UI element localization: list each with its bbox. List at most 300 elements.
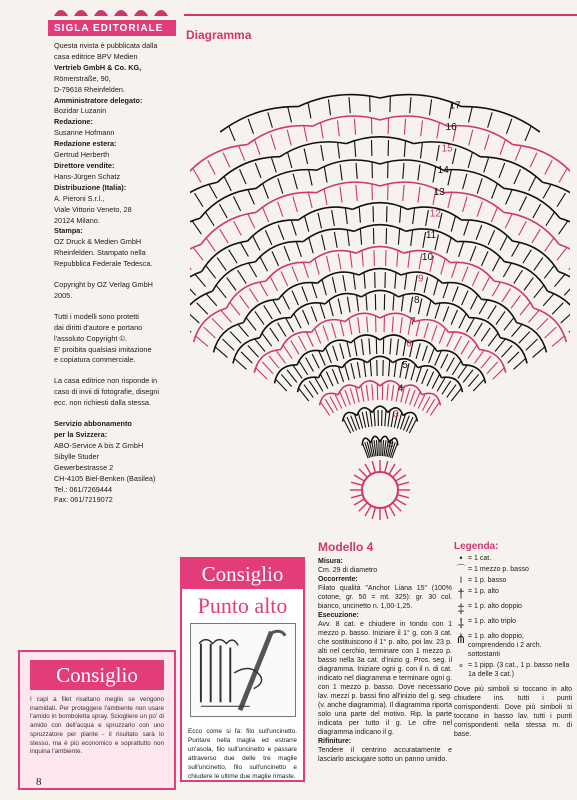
tip-subtitle: Punto alto [197, 593, 288, 618]
imprint-line: Hans-Jürgen Schatz [54, 171, 121, 181]
stitch-mark [293, 174, 297, 189]
imprint-line: Römerstraße, 90, [54, 73, 111, 83]
stitch-mark [235, 359, 247, 370]
stitch-arc [517, 323, 547, 353]
stitch-mark [385, 461, 388, 473]
stitch-mark [488, 306, 497, 320]
legend [454, 542, 572, 739]
imprint-line: Redazione estera: [54, 139, 117, 149]
stitch-mark [306, 357, 314, 371]
imprint-line: Susanne Hofmann [54, 128, 115, 138]
stitch-mark [345, 208, 347, 224]
stitch-mark [421, 120, 423, 136]
stitch-mark [308, 192, 312, 208]
stitch-mark [248, 214, 255, 228]
stitch-mark [420, 143, 422, 159]
stitch-mark [501, 345, 512, 357]
stitch-mark [240, 295, 249, 308]
stitch-mark [496, 311, 505, 324]
stitch-mark [481, 328, 490, 341]
stitch-mark [393, 503, 401, 511]
stitch-mark [197, 303, 208, 314]
stitch-mark [278, 225, 284, 240]
stitch-mark [366, 385, 368, 401]
stitch-mark [389, 506, 395, 516]
stitch-arc [359, 269, 401, 276]
stitch-mark [356, 387, 360, 403]
stitch-mark [326, 372, 333, 387]
stitch-mark [477, 202, 482, 217]
stitch-mark [393, 295, 394, 311]
stitch-mark [557, 248, 567, 261]
stitch-mark [224, 177, 231, 191]
stitch-mark [409, 419, 416, 433]
stitch-arc [380, 116, 447, 126]
stitch-mark [278, 178, 283, 193]
stitch-illustration [190, 623, 296, 717]
stitch-arc [443, 192, 504, 212]
stitch-mark [534, 257, 543, 270]
pattern-instructions [318, 540, 452, 764]
stitch-mark [324, 167, 327, 183]
tip-box-punto-alto [180, 557, 305, 782]
stitch-mark [422, 346, 427, 361]
stitch-arc [462, 107, 540, 132]
stitch-mark [193, 168, 201, 182]
stitch-mark [195, 274, 205, 286]
stitch-arc [361, 290, 398, 296]
stitch-mark [451, 389, 461, 401]
stitch-mark [441, 354, 448, 368]
stitch-arc [260, 318, 291, 338]
stitch-mark [249, 289, 258, 302]
stitch-mark [437, 378, 445, 392]
imprint-line: Repubblica Federale Tedesca. [54, 259, 153, 269]
stitch-mark [404, 141, 405, 157]
stitch-mark [569, 258, 570, 270]
legend-symbol: ∘ [458, 660, 464, 670]
stitch-mark [397, 251, 398, 267]
stitch-arc [310, 251, 357, 263]
stitch-mark [374, 410, 375, 426]
stitch-mark [403, 185, 404, 201]
pattern-title: Modello 4 [318, 540, 374, 554]
stitch-mark [192, 221, 201, 234]
stitch-mark [241, 352, 252, 363]
stitch-mark [268, 112, 273, 127]
stitch-mark [429, 99, 431, 115]
stitch-mark [512, 243, 520, 257]
stitch-mark [286, 318, 294, 332]
stitch-mark [227, 278, 236, 291]
stitch-mark [305, 216, 309, 231]
stitch-arc [313, 116, 380, 126]
legend-row [454, 632, 572, 659]
stitch-mark [545, 160, 552, 174]
stitch-mark [392, 385, 394, 401]
stitch-mark [408, 252, 410, 268]
stitch-mark [435, 351, 441, 366]
disclaimer-line: La casa editrice non risponde in [54, 376, 158, 386]
stitch-mark [429, 348, 435, 363]
stitch-mark [561, 312, 570, 323]
service-line: ABO-Service A bis Z GmbH [54, 440, 144, 450]
stitch-mark [263, 207, 269, 222]
stitch-mark [474, 323, 482, 337]
stitch-mark [435, 303, 440, 318]
stitch-arc [479, 350, 506, 373]
stitch-arc [338, 385, 358, 395]
stitch-mark [493, 257, 500, 271]
stitch-mark [358, 317, 360, 333]
stitch-mark [281, 271, 288, 286]
stitch-arc [435, 303, 469, 318]
stitch-mark [385, 410, 386, 426]
round-label: 6 [406, 338, 412, 350]
stitch-mark [360, 229, 361, 245]
stitch-mark [354, 340, 357, 356]
legend-symbol: • [459, 553, 463, 563]
stitch-mark [212, 319, 223, 330]
stitch-mark [284, 246, 290, 261]
stitch-mark [481, 251, 488, 266]
stitch-mark [439, 329, 445, 344]
legend-label: = 1 p. alto triplo [468, 618, 517, 625]
stitch-mark [514, 270, 523, 283]
stitch-mark [357, 362, 360, 378]
stitch-mark [240, 169, 246, 184]
stitch-mark [270, 328, 279, 341]
stitch-mark [546, 212, 555, 226]
stitch-mark [372, 461, 375, 473]
legend-symbol: † [457, 586, 465, 601]
stitch-mark [255, 140, 260, 155]
stitch-mark [238, 325, 248, 337]
stitch-mark [256, 368, 267, 379]
stitch-arc [380, 335, 409, 343]
stitch-mark [206, 266, 216, 279]
stitch-mark [502, 289, 511, 302]
stitch-mark [206, 238, 215, 251]
legend-items [454, 554, 572, 679]
stitch-mark [292, 291, 298, 306]
pattern-section-text: Filato qualità "Anchor Liana 15" (100% cotone, gr. 50 = mt. 325): gr. 30 col. bianco, uncinetto n. 1,00-1,25. [318, 585, 452, 610]
stitch-mark [318, 213, 321, 229]
stitch-mark [442, 381, 451, 394]
stitch-mark [448, 192, 452, 208]
page-number: 8 [36, 776, 42, 788]
stitch-arc [317, 160, 380, 170]
stitch-mark [223, 153, 230, 168]
stitch-mark [309, 238, 313, 253]
legend-title: Legenda: [454, 541, 499, 552]
stitch-mark [217, 257, 226, 270]
stitch-mark [193, 248, 203, 261]
stitch-mark [400, 317, 402, 333]
stitch-mark [477, 178, 482, 193]
disclaimer-line: ecc. non richiesti dalla stessa. [54, 398, 151, 408]
stitch-mark [309, 381, 318, 394]
stitch-mark [350, 388, 354, 403]
stitch-mark [366, 411, 369, 427]
stitch-mark [372, 384, 373, 400]
stitch-mark [340, 164, 342, 180]
service-line: Gewerbestrasse 2 [54, 462, 114, 472]
imprint-line: Bozidar Luzanin [54, 106, 107, 116]
stitch-mark [343, 419, 350, 433]
stitch-mark [569, 322, 570, 332]
stitch-mark [312, 354, 319, 368]
stitch-mark [345, 365, 349, 380]
stitch-mark [447, 385, 456, 398]
stitch-arc [367, 356, 393, 362]
legend-row [454, 661, 572, 679]
stitch-mark [262, 333, 272, 346]
legend-label: = 1 cat. [468, 555, 492, 562]
service-line: Sibylle Studer [54, 451, 100, 461]
pattern-section-text: Avv. 8 cat. e chiudere in tondo con 1 mezzo p. basso. Iniziare il 1° g. con 3 cat. che sostituiscono il 1° p. alto, poi lav. 23 p. alti nel cerchio, terminare con 1 mezzo p. basso nella 3a cat. d'inizio g. Pros. seg. il diagramma. Iniziare ogni g. con il n. di cat. indicato nel diagramma e terminare ogni g. con 1 mezzo p. basso. Dove necessario lav. mezzi p. bassi fino all'inizio del g. seg. (v. anche diagramma). Il diagramma riporta solo una parte del motivo. Rip. la parte indicata per tutto il g. Le cifre nel diagramma indicano il g. [318, 621, 452, 736]
stitch-mark [291, 341, 299, 355]
stitch-mark [308, 103, 311, 119]
stitch-mark [329, 301, 333, 316]
stitch-mark [443, 306, 449, 321]
legend-symbol: ⌒ [456, 564, 466, 574]
stitch-mark [451, 310, 457, 325]
stitch-mark [230, 332, 241, 344]
stitch-mark [365, 464, 371, 474]
stitch-arc [512, 241, 558, 271]
pattern-section-heading: Rifiniture: [318, 738, 352, 745]
stitch-mark [338, 367, 343, 382]
imprint-line: Vertrieb GmbH & Co. KG, [54, 62, 142, 72]
legend-note: Dove più simboli si toccano in alto chiudere ins. tutti i punti corrispondenti. Dove più simboli si toccano in basso lav. tutti i punti corrispondenti nella stessa m. di base. [454, 686, 572, 738]
stitch-mark [418, 164, 420, 180]
stitch-mark [355, 141, 356, 157]
stitch-mark [307, 332, 314, 347]
stitch-mark [326, 348, 332, 363]
legend-label: = 1 p. alto doppio, comprendendo i 2 arch. sottostanti [468, 633, 542, 658]
stitch-arc [345, 313, 380, 321]
disclaimer-line: caso di invii di fotografie, disegni [54, 387, 160, 397]
stitch-mark [488, 333, 498, 346]
stitch-arc [291, 303, 325, 318]
stitch-mark [326, 256, 330, 272]
stitch-mark [269, 356, 279, 368]
stitch-arc [298, 207, 352, 220]
stitch-mark [413, 208, 415, 224]
tip-text: Ecco come si fa: filo sull'uncinetto. Puntare nella maglia ed estrarre un'asola, filo sull'uncinetto e passare attraverso due delle tre maglie sull'uncinetto, filo sull'uncinetto e chiudere le ultime due maglie rimaste. [188, 728, 297, 780]
legend-row [454, 554, 572, 563]
legend-label: = 1 p. alto doppio [468, 603, 522, 610]
stitch-mark [322, 235, 326, 251]
legend-label: = 1 p. basso [468, 577, 507, 584]
legend-label: = 1 p. alto [468, 588, 499, 595]
stitch-mark [233, 197, 240, 211]
round-label: 7 [410, 316, 416, 328]
stitch-mark [315, 259, 319, 274]
stitch-mark [433, 167, 436, 183]
imprint-line: Distribuzione (Italia): [54, 182, 127, 192]
round-label: 17 [449, 100, 461, 112]
stitch-arc [298, 95, 380, 107]
legend-row [454, 587, 572, 600]
stitch-mark [356, 163, 357, 179]
stitch-mark [472, 271, 479, 286]
stitch-mark [234, 221, 242, 235]
stitch-mark [229, 250, 238, 264]
stitch-mark [519, 221, 527, 235]
pattern-section-heading: Misura: [318, 558, 343, 565]
stitch-mark [347, 230, 349, 246]
legend-symbol: ⋔ [455, 631, 467, 646]
stitch-mark [248, 345, 259, 357]
stitch-mark [427, 301, 431, 316]
stitch-mark [351, 363, 355, 379]
stitch-arc [342, 359, 367, 368]
stitch-mark [370, 360, 371, 376]
stitch-mark [559, 168, 567, 182]
stitch-arc [356, 247, 404, 254]
stitch-mark [411, 365, 415, 380]
imprint-line: casa editrice BPV Medien [54, 51, 138, 61]
stitch-arc [346, 137, 414, 144]
stitch-mark [462, 291, 468, 306]
stitch-mark [426, 210, 429, 226]
stitch-mark [452, 148, 455, 164]
stitch-mark [229, 126, 235, 141]
stitch-mark [385, 507, 388, 519]
stitch-mark [246, 318, 256, 331]
round-label: 5 [402, 360, 408, 372]
stitch-mark [369, 338, 370, 354]
tip-text: I capi a filet risaltano meglio se vengono inamidati. Per proteggere l'ambiente non usare l'amido in bomboletta spray. Sciogliere un po' di amido con dell'acqua e spruzzarlo con uno spruzzatore per piante - il risultato sarà lo stesso, ma è più economico e soprattutto non inquina l'ambiente. [30, 696, 164, 756]
stitch-mark [552, 303, 563, 314]
stitch-mark [554, 274, 564, 286]
stitch-mark [190, 258, 191, 270]
stitch-arc [401, 385, 421, 395]
stitch-mark [461, 341, 469, 355]
stitch-arc [481, 299, 516, 322]
stitch-mark [441, 259, 445, 274]
stitch-mark [241, 243, 249, 257]
stitch-mark [543, 294, 554, 306]
stitch-mark [303, 263, 308, 278]
stitch-mark [532, 229, 540, 243]
legend-symbol: ⸸ [457, 616, 465, 631]
stitch-mark [292, 267, 298, 282]
stitch-mark [481, 356, 491, 368]
stitch-mark [304, 385, 313, 398]
stitch-mark [293, 197, 298, 212]
pattern-section-text: Cm. 29 di diametro [318, 567, 378, 574]
stitch-mark [299, 389, 309, 401]
stitch-mark [362, 251, 363, 267]
imprint-line: Direttore vendite: [54, 160, 115, 170]
stitch-mark [451, 216, 455, 231]
stitch-mark [340, 392, 346, 407]
stitch-arc [256, 192, 317, 212]
stitch-mark [364, 361, 366, 377]
imprint-line: D-79618 Rheinfelden. [54, 84, 125, 94]
stitch-mark [376, 440, 377, 456]
stitch-mark [504, 318, 514, 331]
stitch-arc [469, 318, 500, 338]
round-label: 15 [441, 143, 453, 155]
stitch-mark [304, 148, 307, 164]
stitch-arc [343, 412, 357, 421]
stitch-mark [238, 270, 247, 283]
rights-line: E' proibita qualsiasi imitazione [54, 344, 152, 354]
stitch-mark [356, 185, 357, 201]
stitch-mark [476, 225, 482, 240]
stitch-mark [488, 112, 493, 127]
stitch-mark [434, 280, 438, 295]
stitch-mark [303, 310, 309, 325]
stitch-mark [287, 370, 297, 383]
stitch-mark [530, 153, 537, 168]
stitch-arc [533, 308, 566, 342]
stitch-arc [255, 241, 303, 261]
legend-symbol: ‡ [457, 601, 465, 616]
stitch-arc [317, 182, 380, 193]
rights-line: e copiatura commerciale. [54, 355, 136, 365]
stitch-mark [405, 274, 407, 290]
stitch-mark [396, 475, 406, 481]
imprint-line: Amministratore delegato: [54, 95, 143, 105]
round-label: 12 [429, 208, 441, 220]
stitch-mark [464, 220, 469, 235]
stitch-arc [247, 126, 312, 145]
stitch-mark [499, 163, 505, 178]
imprint-line: Rheinfelden. Stampato nella [54, 248, 146, 258]
stitch-mark [270, 277, 277, 291]
stitch-mark [512, 325, 522, 337]
stitch-mark [320, 303, 325, 318]
round-label: 10 [421, 251, 434, 263]
stitch-mark [359, 469, 367, 477]
stitch-mark [447, 332, 454, 347]
stitch-mark [545, 238, 554, 251]
stitch-mark [223, 339, 235, 350]
stitch-mark [410, 297, 413, 313]
stitch-mark [335, 394, 342, 408]
stitch-mark [190, 312, 199, 323]
stitch-mark [394, 361, 396, 377]
stitch-arc [352, 203, 407, 210]
stitch-mark [271, 157, 276, 172]
stitch-mark [468, 107, 472, 123]
stitch-mark [372, 507, 375, 519]
stitch-mark [400, 207, 401, 223]
stitch-mark [278, 202, 283, 217]
stitch-mark [529, 310, 540, 322]
stitch-mark [532, 347, 544, 357]
stitch-arc [190, 145, 247, 175]
stitch-mark [208, 160, 215, 174]
stitch-mark [304, 126, 307, 142]
round-label: 8 [414, 295, 420, 307]
stitch-mark [283, 345, 292, 358]
stitch-mark [340, 321, 344, 337]
stitch-mark [249, 263, 257, 277]
stitch-mark [452, 286, 458, 301]
stitch-arc [279, 283, 318, 300]
center-ring [362, 472, 398, 508]
round-label: 9 [417, 273, 424, 285]
stitch-mark [340, 343, 344, 358]
stitch-arc [266, 262, 310, 281]
stitch-mark [514, 359, 526, 370]
